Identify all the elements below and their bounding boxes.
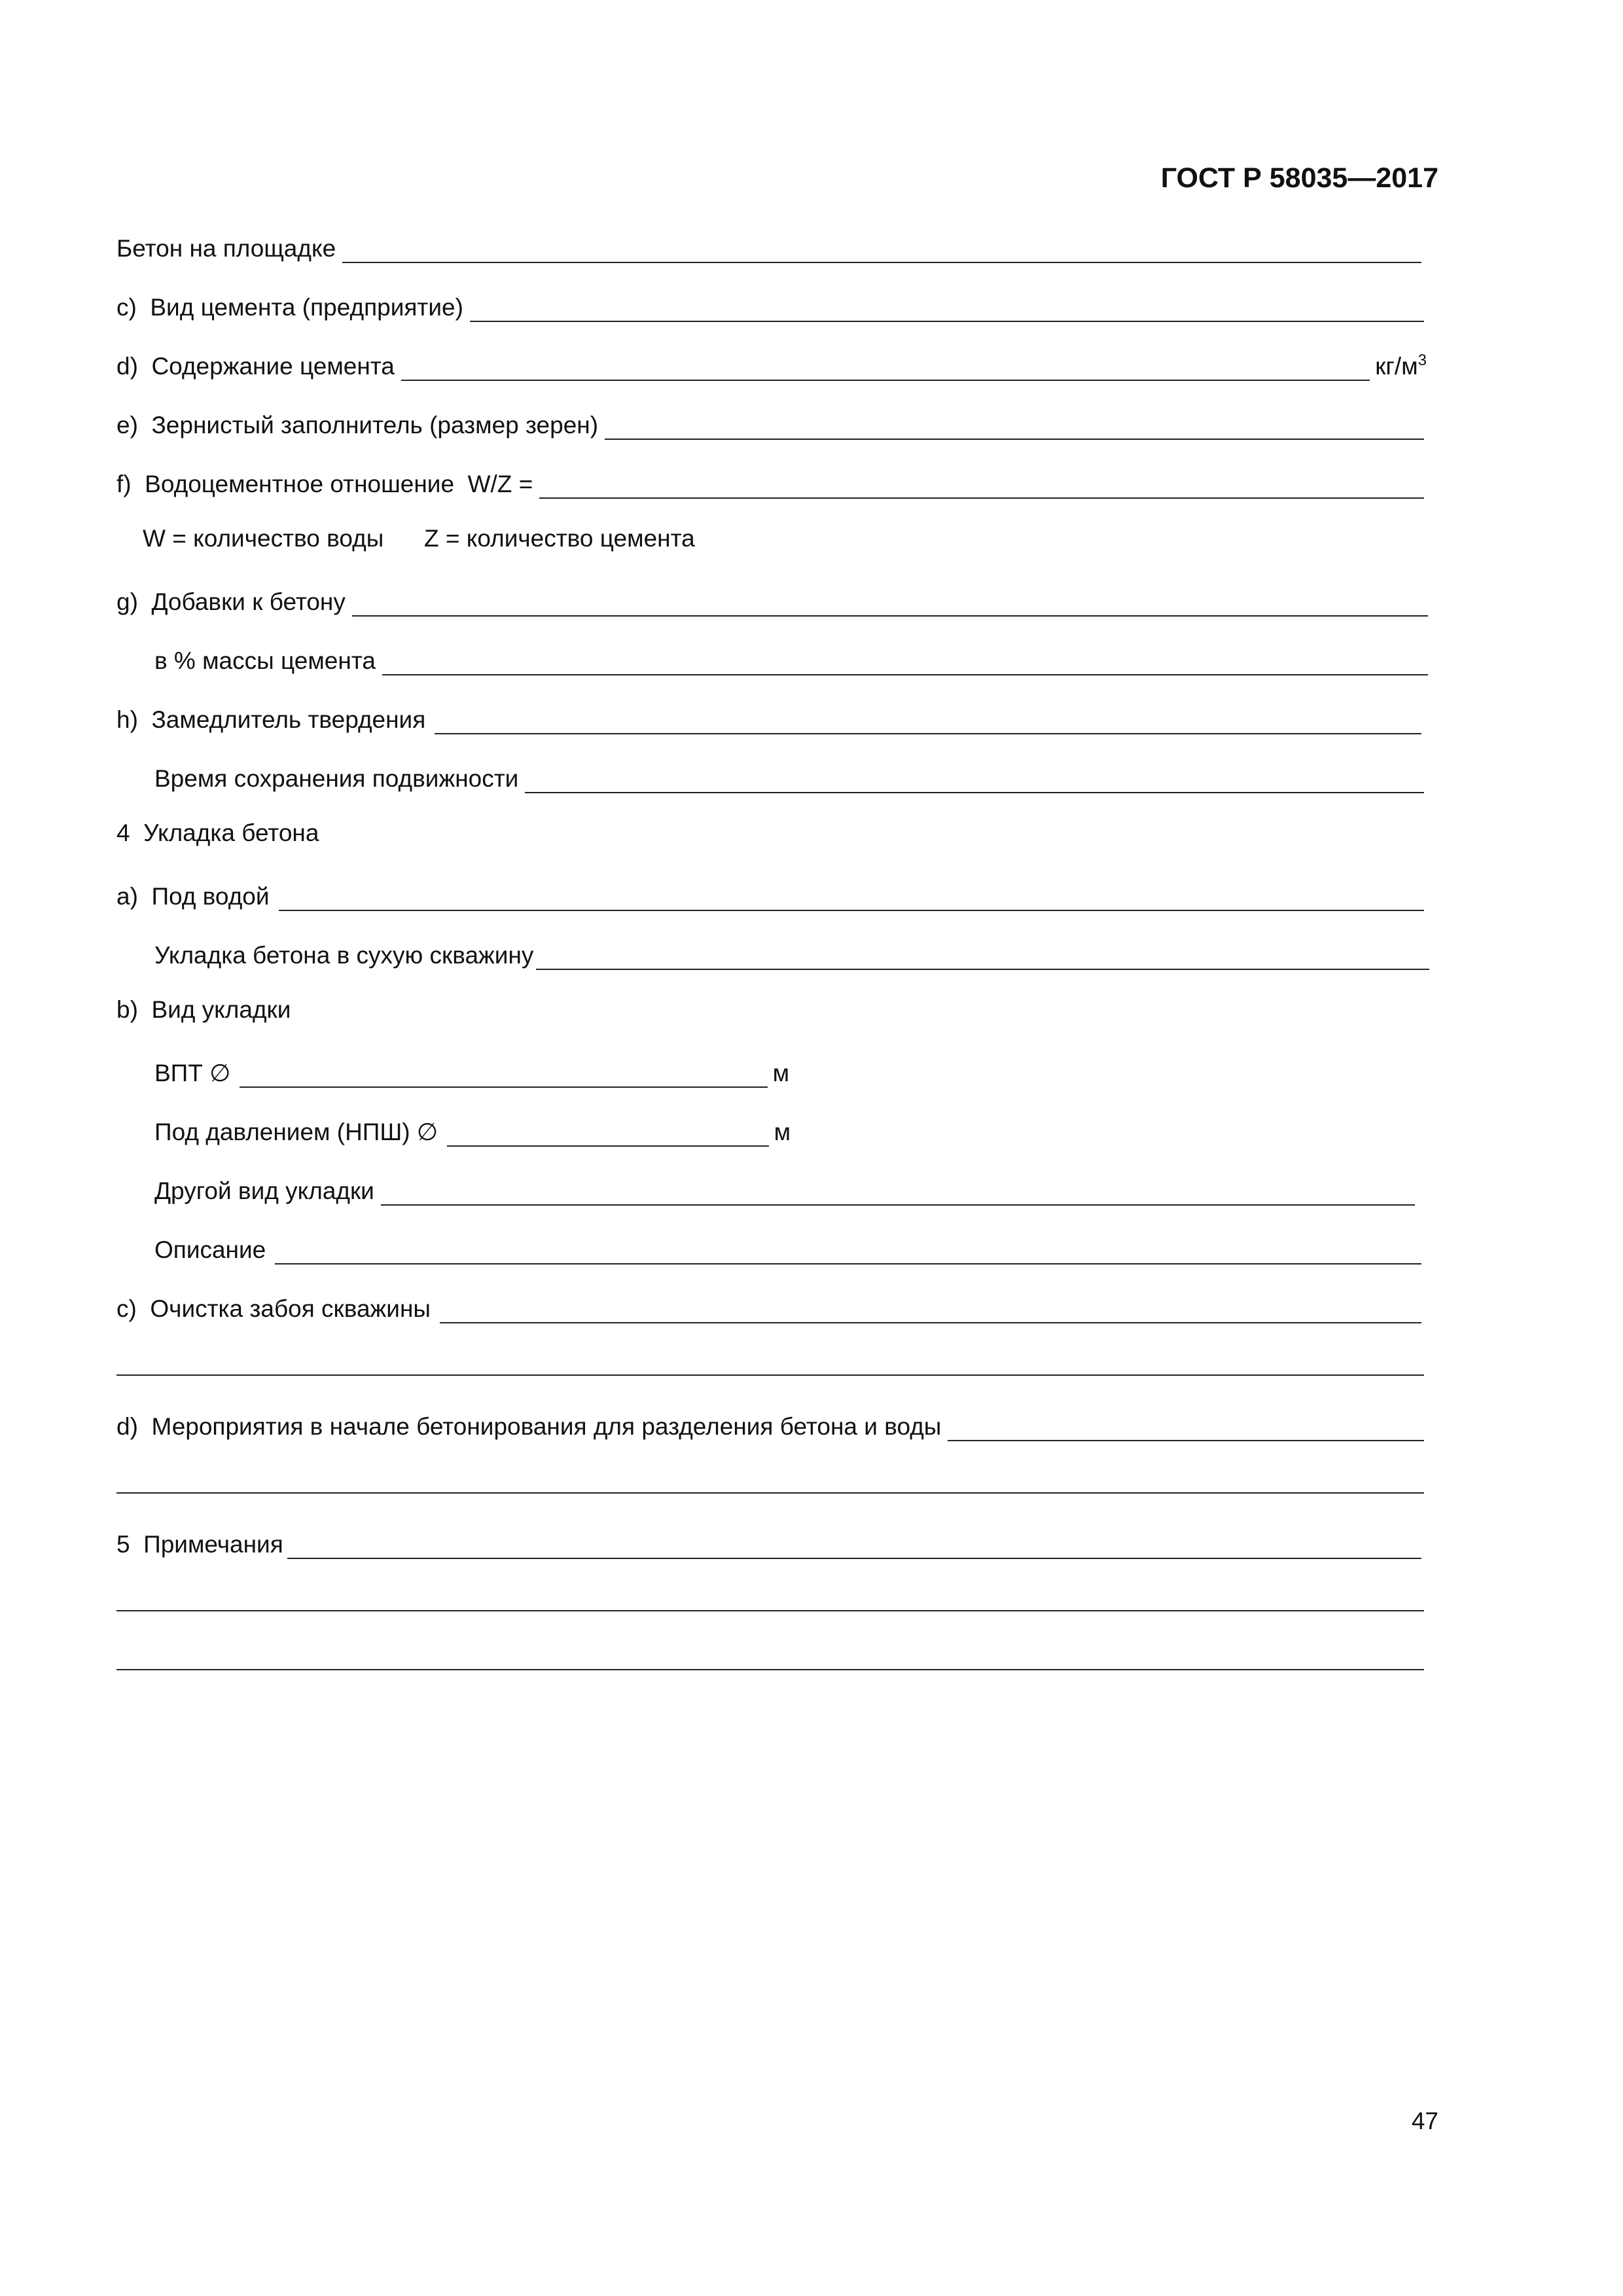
field-description <box>154 1232 1421 1265</box>
input-line[interactable] <box>275 1238 1421 1265</box>
field-label: Время сохранения подвижности <box>154 765 519 792</box>
field-vpt <box>154 1055 789 1088</box>
field-label: d) Мероприятия в начале бетонирования для разделения бетона и воды <box>116 1413 942 1440</box>
input-line[interactable] <box>440 1297 1421 1323</box>
input-line[interactable] <box>536 944 1429 970</box>
page-number: 47 <box>1411 2108 1438 2134</box>
field-cement-content <box>116 348 1427 381</box>
field-retarder <box>116 702 1421 734</box>
input-line[interactable] <box>539 473 1424 499</box>
input-line[interactable] <box>470 296 1424 322</box>
input-line[interactable] <box>401 355 1370 381</box>
field-placement-type-title: b) Вид укладки <box>116 996 291 1023</box>
field-concrete-on-site <box>116 230 1421 263</box>
section-4-title: 4 Укладка бетона <box>116 819 319 846</box>
field-label: c) Вид цемента (предприятие) <box>116 294 463 321</box>
input-line[interactable] <box>382 649 1428 675</box>
field-label: e) Зернистый заполнитель (размер зерен) <box>116 412 599 439</box>
field-workability-time <box>154 761 1424 793</box>
wz-legend: W = количество воды Z = количество цемента <box>143 525 695 552</box>
input-line[interactable] <box>240 1062 767 1088</box>
input-line[interactable] <box>525 767 1424 793</box>
input-line-continuation[interactable] <box>116 1669 1424 1670</box>
input-line[interactable] <box>381 1179 1415 1206</box>
field-label: в % массы цемента <box>154 647 376 674</box>
field-borehole-cleaning <box>116 1291 1421 1323</box>
input-line[interactable] <box>352 590 1428 617</box>
field-label: Под давлением (НПШ) ∅ <box>154 1119 438 1145</box>
input-line[interactable] <box>435 708 1421 734</box>
field-label: 5 Примечания <box>116 1531 283 1558</box>
field-label: Укладка бетона в сухую скважину <box>154 942 534 969</box>
field-label: g) Добавки к бетону <box>116 588 346 615</box>
field-wz-ratio <box>116 466 1424 499</box>
input-line[interactable] <box>605 414 1424 440</box>
field-aggregate <box>116 407 1424 440</box>
unit-label: м <box>772 1060 789 1086</box>
field-label: c) Очистка забоя скважины <box>116 1295 431 1322</box>
field-label: h) Замедлитель твердения <box>116 706 426 733</box>
field-label: f) Водоцементное отношение W/Z = <box>116 471 533 497</box>
field-notes <box>116 1526 1421 1559</box>
input-line[interactable] <box>948 1415 1424 1441</box>
field-additives-percent <box>154 643 1428 675</box>
field-label: d) Содержание цемента <box>116 353 395 380</box>
document-code: ГОСТ Р 58035—2017 <box>1160 162 1438 194</box>
unit-label: $кг/м^3$ <box>1375 351 1427 380</box>
input-line-continuation[interactable] <box>116 1374 1424 1376</box>
field-label: Бетон на площадке <box>116 235 336 262</box>
field-label: ВПТ ∅ <box>154 1060 231 1086</box>
unit-label: м <box>774 1119 791 1145</box>
input-line[interactable] <box>342 237 1421 263</box>
input-line[interactable] <box>447 1121 768 1147</box>
input-line[interactable] <box>287 1533 1421 1559</box>
field-separation-measures <box>116 1408 1424 1441</box>
field-label: Другой вид укладки <box>154 1177 374 1204</box>
field-additives <box>116 584 1428 617</box>
field-other-placement <box>154 1173 1415 1206</box>
input-line-continuation[interactable] <box>116 1492 1424 1494</box>
field-label: a) Под водой <box>116 883 270 910</box>
field-pressure-placement <box>154 1114 791 1147</box>
field-dry-placement <box>154 937 1429 970</box>
input-line-continuation[interactable] <box>116 1610 1424 1611</box>
field-underwater <box>116 878 1424 911</box>
field-cement-type <box>116 289 1424 322</box>
input-line[interactable] <box>279 885 1424 911</box>
field-label: Описание <box>154 1236 266 1263</box>
